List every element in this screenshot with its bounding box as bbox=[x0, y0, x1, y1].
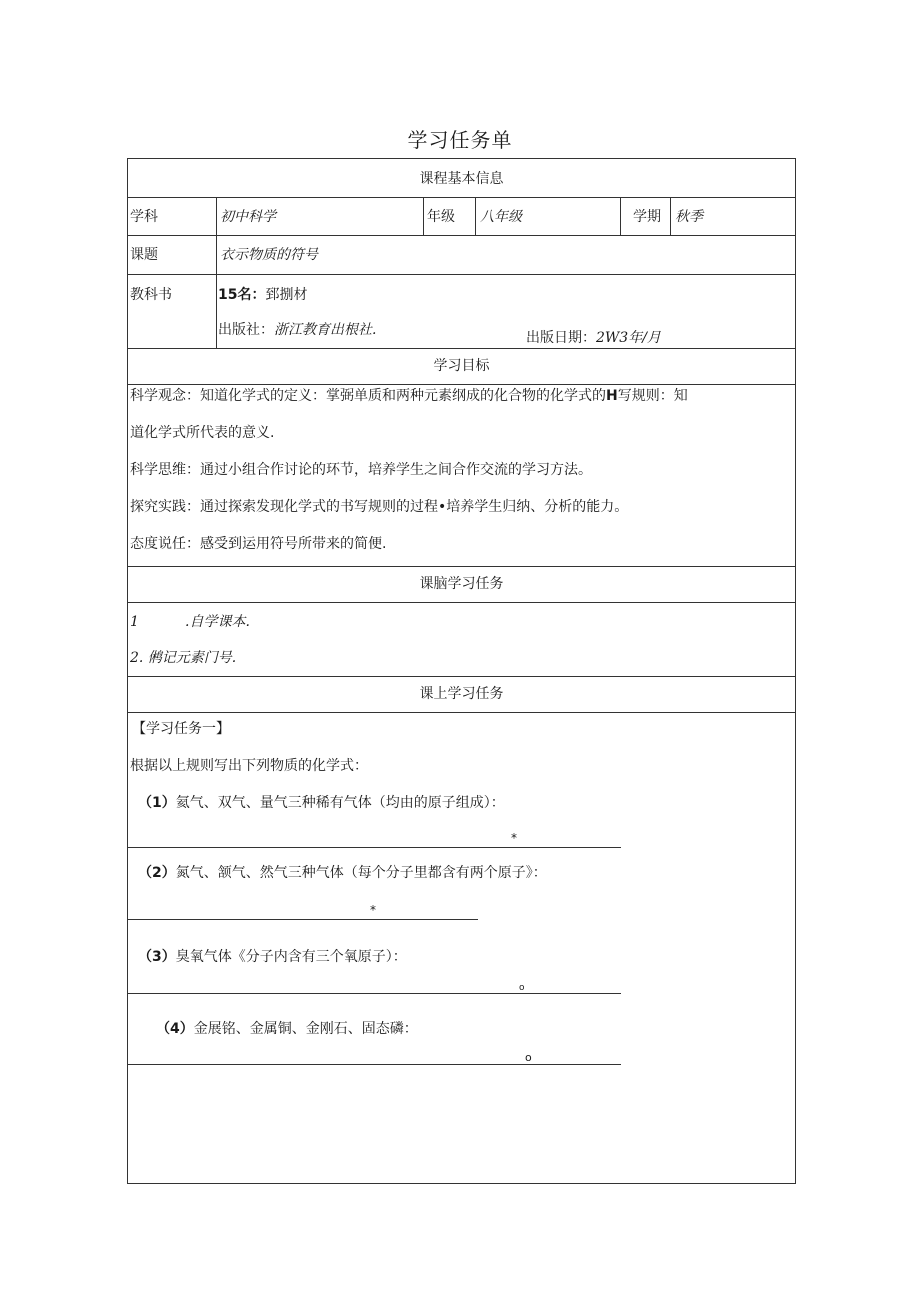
column-divider bbox=[475, 197, 476, 235]
column-divider bbox=[620, 197, 621, 235]
row-divider bbox=[128, 712, 795, 713]
topic-value: 衣示物质的符号 bbox=[220, 247, 318, 263]
objective-attitude: 态度说任：感受到运用符号所带来的简便. bbox=[130, 536, 387, 552]
book-name-row bbox=[218, 286, 307, 304]
objective-science-thinking: 科学思维：通过小组合作讨论的环节，培养学生之间合作交流的学习方法。 bbox=[130, 462, 592, 478]
task-one-title: 【学习任务一】 bbox=[132, 721, 230, 737]
term-label: 学期 bbox=[633, 209, 661, 225]
subject-label: 学科 bbox=[130, 209, 158, 225]
row-divider bbox=[128, 348, 795, 349]
question-4-mark: o bbox=[525, 1051, 532, 1064]
publisher-row bbox=[218, 321, 376, 339]
row-divider bbox=[128, 274, 795, 275]
preclass-header: 课脑学习任务 bbox=[419, 576, 504, 592]
row-divider bbox=[128, 676, 795, 677]
answer-line-1[interactable] bbox=[128, 847, 621, 848]
preclass-item-1-number: 1 bbox=[130, 614, 139, 630]
publish-date-row bbox=[526, 329, 661, 347]
question-3: （3）臭氧气体《分子内含有三个氧原子）： bbox=[138, 949, 407, 965]
book-name-label: 15名： bbox=[218, 287, 266, 303]
column-divider bbox=[216, 197, 217, 348]
question-1-mark: * bbox=[511, 831, 517, 845]
objectives-header: 学习目标 bbox=[433, 358, 490, 374]
publish-date-label: 出版日期： bbox=[526, 330, 596, 346]
question-2-mark: * bbox=[370, 903, 376, 917]
answer-line-2[interactable] bbox=[128, 919, 478, 920]
row-divider bbox=[128, 566, 795, 567]
subject-value: 初中科学 bbox=[220, 209, 276, 225]
question-3-mark: o bbox=[519, 983, 525, 993]
objective-science-concept-cont: 道化学式所代表的意义. bbox=[130, 425, 275, 441]
answer-line-4[interactable] bbox=[128, 1064, 621, 1065]
task-form-table bbox=[127, 158, 796, 1184]
topic-label: 课题 bbox=[130, 247, 158, 263]
page-title: 学习任务单 bbox=[407, 128, 513, 152]
answer-line-3[interactable] bbox=[128, 993, 621, 994]
grade-label: 年级 bbox=[427, 209, 455, 225]
term-value: 秋季 bbox=[675, 209, 703, 225]
publish-date-value: 2W3年/月 bbox=[596, 330, 661, 346]
objective-inquiry-practice: 探究实践：通过探索发现化学式的书写规则的过程•培养学生归纳、分析的能力。 bbox=[130, 499, 629, 515]
task-instruction: 根据以上规则写出下列物质的化学式： bbox=[130, 758, 368, 774]
question-2: （2）氮气、颔气、然气三种气体（每个分子里都含有两个原子》： bbox=[138, 865, 547, 881]
preclass-item-1: .自学课本. bbox=[185, 614, 250, 630]
question-4: （4）金展铭、金属铜、金刚石、固态磷： bbox=[156, 1021, 418, 1037]
row-divider bbox=[128, 384, 795, 385]
textbook-label: 教科书 bbox=[130, 287, 172, 303]
grade-value: 八年级 bbox=[480, 209, 522, 225]
basic-info-header: 课程基本信息 bbox=[419, 171, 504, 187]
column-divider bbox=[670, 197, 671, 235]
column-divider bbox=[423, 197, 424, 235]
question-1: （1）氦气、双气、量气三种稀有气体（均由的原子组成）： bbox=[138, 795, 505, 811]
publisher-value: 浙江教育出根社. bbox=[274, 322, 377, 338]
objective-science-concept: 科学观念：知道化学式的定义：掌弼单质和两种元素纲成的化合物的化学式的H写规则：知 bbox=[130, 388, 688, 404]
publisher-label: 出版社： bbox=[218, 322, 274, 338]
row-divider bbox=[128, 197, 795, 198]
row-divider bbox=[128, 235, 795, 236]
preclass-item-2: 2. 鸺记元素门号. bbox=[130, 650, 237, 666]
inclass-header: 课上学习任务 bbox=[419, 686, 504, 702]
book-name-value: 郅捌材 bbox=[265, 287, 308, 303]
row-divider bbox=[128, 602, 795, 603]
